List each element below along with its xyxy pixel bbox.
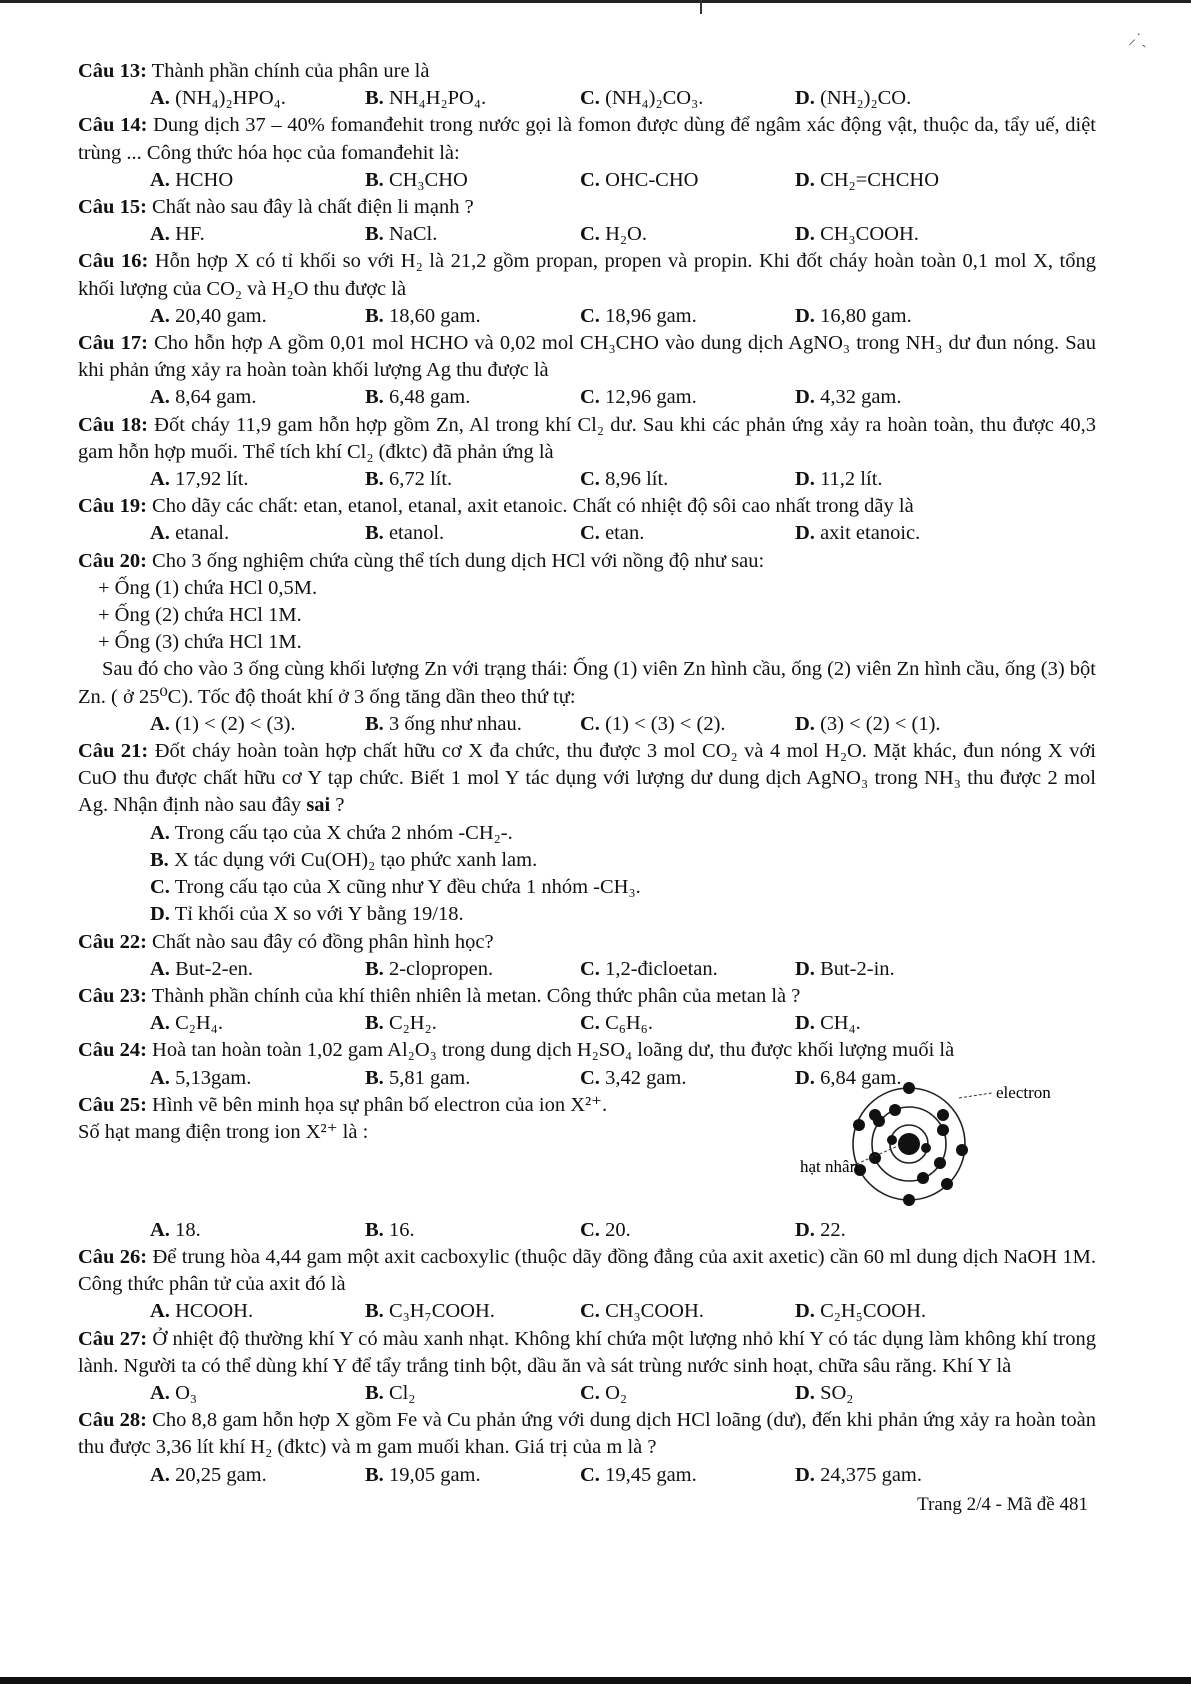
option-c: C. 19,45 gam. [580, 1463, 697, 1486]
option-b: B. 5,81 gam. [365, 1066, 471, 1089]
electron-dot [869, 1109, 881, 1121]
options-19 [78, 520, 1096, 547]
question-15: Câu 15: Chất nào sau đây là chất điện li mạnh ? [78, 196, 474, 219]
question-23: Câu 23: Thành phần chính của khí thiên nhiên là metan. Công thức phân của metan là ? [78, 984, 801, 1007]
question-17: Câu 17: Cho hỗn hợp A gồm 0,01 mol HCHO và 0,02 mol CH₃CHO vào dung dịch AgNO₃ trong NH₃ dư đun nóng. Sau khi phản ứng xảy ra hoàn toàn khối lượng Ag thu được là [78, 332, 1096, 382]
option-a: A. (1) < (2) < (3). [150, 712, 296, 735]
option-a: A. But-2-en. [150, 957, 254, 980]
question-20-paragraph: Sau đó cho vào 3 ống cùng khối lượng Zn với trạng thái: Ống (1) viên Zn hình cầu, ống (2) viên Zn hình cầu, ống (3) bột Zn. ( ở 25⁰C). Tốc độ thoát khí ở 3 ống tăng dần theo thứ tự: [78, 658, 1096, 708]
option-d: D. CH₂=CHCHO [795, 168, 940, 191]
options-22 [78, 956, 1096, 983]
options-14 [78, 167, 1096, 194]
option-b: B. 18,60 gam. [365, 304, 481, 327]
electron-dot [889, 1104, 901, 1116]
electron-dot [921, 1143, 931, 1153]
electron-dot [917, 1172, 929, 1184]
option-c: C. (1) < (3) < (2). [580, 712, 726, 735]
question-25-line2: Số hạt mang điện trong ion X²⁺ là : [78, 1120, 369, 1143]
options-13 [78, 85, 1096, 112]
option-d: D. 11,2 lít. [795, 468, 883, 491]
option-b: B. NaCl. [365, 223, 438, 246]
option-c: C. Trong cấu tạo của X cũng như Y đều chứa 1 nhóm -CH₃. [150, 876, 641, 899]
question-25-block [78, 1082, 1096, 1217]
electron-dot [934, 1157, 946, 1169]
option-b: B. 6,48 gam. [365, 386, 471, 409]
exam-page [78, 58, 1096, 1518]
nucleus-dot [898, 1133, 920, 1155]
options-23 [78, 1010, 1096, 1037]
option-d: D. (3) < (2) < (1). [795, 712, 941, 735]
option-a: A. C₂H₄. [150, 1012, 223, 1035]
page-footer: Trang 2/4 - Mã đề 481 [917, 1493, 1088, 1515]
question-22: Câu 22: Chất nào sau đây có đồng phân hình học? [78, 930, 494, 953]
nucleus-label: hạt nhân [800, 1156, 859, 1176]
tube-1: + Ống (1) chứa HCl 0,5M. [98, 576, 318, 599]
options-15 [78, 221, 1096, 248]
options-27 [78, 1380, 1096, 1407]
option-c: C. H₂O. [580, 223, 647, 246]
option-c: C. 3,42 gam. [580, 1066, 687, 1089]
option-c: C. (NH₄)₂CO₃. [580, 87, 704, 110]
options-21 [78, 820, 1096, 929]
electron-dot [937, 1124, 949, 1136]
electron-dot [903, 1082, 915, 1094]
options-28 [78, 1462, 1096, 1489]
question-28: Câu 28: Cho 8,8 gam hỗn hợp X gồm Fe và Cu phản ứng với dung dịch HCl loãng (dư), đến khi phản ứng xảy ra hoàn toàn thu được 3,36 lít khí H₂ (đktc) và m gam muối khan. Giá trị của m là ? [78, 1409, 1096, 1459]
options-25 [78, 1217, 1096, 1244]
option-c: C. OHC-CHO [580, 168, 699, 191]
option-c: C. etan. [580, 522, 645, 545]
electron-label: electron [996, 1082, 1051, 1102]
electron-pointer [959, 1093, 992, 1098]
option-b: B. 2-clopropen. [365, 957, 494, 980]
option-a: A. Trong cấu tạo của X chứa 2 nhóm -CH₂-. [150, 821, 513, 844]
option-b: B. C₂H₂. [365, 1012, 437, 1035]
question-24: Câu 24: Hoà tan hoàn toàn 1,02 gam Al₂O₃ trong dung dịch H₂SO₄ loãng dư, thu được khối lượng muối là [78, 1039, 955, 1062]
question-13: Câu 13: Thành phần chính của phân ure là [78, 60, 430, 82]
question-25: Câu 25: Hình vẽ bên minh họa sự phân bố electron của ion X²⁺. [78, 1093, 608, 1116]
option-d: D. 22. [795, 1218, 846, 1241]
option-c: C. C₆H₆. [580, 1012, 653, 1035]
option-c: C. CH₃COOH. [580, 1300, 704, 1323]
option-c: C. 20. [580, 1218, 631, 1241]
option-d: D. CH₃COOH. [795, 223, 919, 246]
tube-3: + Ống (3) chứa HCl 1M. [98, 631, 302, 654]
option-d: D. 24,375 gam. [795, 1463, 922, 1486]
question-27: Câu 27: Ở nhiệt độ thường khí Y có màu xanh nhạt. Không khí chứa một lượng nhỏ khí Y có tác dụng làm không khí trong lành. Người ta có thể dùng khí Y để tẩy trắng tinh bột, dầu ăn và sát trùng nước sinh hoạt, chữa sâu răng. Khí Y là [78, 1327, 1096, 1377]
option-b: B. Cl₂ [365, 1381, 416, 1404]
option-b: B. X tác dụng với Cu(OH)₂ tạo phức xanh lam. [150, 848, 538, 871]
electron-dot [941, 1178, 953, 1190]
option-a: A. 18. [150, 1218, 201, 1241]
option-d: D. 4,32 gam. [795, 386, 902, 409]
option-b: B. NH₄H₂PO₄. [365, 87, 487, 110]
question-26: Câu 26: Để trung hòa 4,44 gam một axit cacboxylic (thuộc dãy đồng đẳng của axit axetic) cần 60 ml dung dịch NaOH 1M. Công thức phân tử của axit đó là [78, 1245, 1096, 1296]
options-26 [78, 1298, 1096, 1325]
option-a: A. 17,92 lít. [150, 468, 249, 491]
option-a: A. 20,25 gam. [150, 1463, 267, 1486]
option-c: C. 12,96 gam. [580, 386, 697, 409]
electron-dot [956, 1144, 968, 1156]
option-d: D. (NH₂)₂CO. [795, 87, 912, 110]
option-c: C. 18,96 gam. [580, 304, 697, 327]
option-d: D. 6,84 gam. [795, 1066, 902, 1089]
option-c: C. 1,2-đicloetan. [580, 957, 718, 980]
question-19: Câu 19: Cho dãy các chất: etan, etanol, etanal, axit etanoic. Chất có nhiệt độ sôi cao nhất trong dãy là [78, 495, 914, 518]
option-a: A. HF. [150, 223, 205, 246]
electron-dot [903, 1194, 915, 1206]
option-a: A. (NH₄)₂HPO₄. [150, 87, 286, 110]
top-border [0, 0, 1191, 3]
option-d: D. Tỉ khối của X so với Y bằng 19/18. [150, 903, 464, 926]
option-d: D. C₂H₅COOH. [795, 1300, 927, 1323]
option-d: D. But-2-in. [795, 957, 895, 980]
option-d: D. 16,80 gam. [795, 304, 912, 327]
option-b: B. CH₃CHO [365, 168, 468, 191]
electron-dot [887, 1135, 897, 1145]
question-16: Câu 16: Hỗn hợp X có tỉ khối so với H₂ là 21,2 gồm propan, propen và propin. Khi đốt cháy hoàn toàn 0,1 mol X, tổng khối lượng của CO₂ và H₂O thu được là [78, 250, 1096, 300]
option-b: B. etanol. [365, 522, 445, 545]
electron-dot [853, 1119, 865, 1131]
option-d: D. CH₄. [795, 1012, 861, 1035]
bottom-border [0, 1677, 1191, 1684]
option-a: A. HCOOH. [150, 1300, 254, 1323]
option-b: B. 16. [365, 1218, 415, 1241]
option-b: B. 19,05 gam. [365, 1463, 481, 1486]
corner-mark: ⸝˙ˎ [1128, 31, 1147, 48]
option-b: B. 3 ống như nhau. [365, 712, 522, 735]
option-b: B. 6,72 lít. [365, 468, 453, 491]
question-20: Câu 20: Cho 3 ống nghiệm chứa cùng thể tích dung dịch HCl với nồng độ như sau: [78, 549, 765, 572]
options-17 [78, 384, 1096, 411]
question-18: Câu 18: Đốt cháy 11,9 gam hỗn hợp gồm Zn, Al trong khí Cl₂ dư. Sau khi các phản ứng xảy ra hoàn toàn, thu được 40,3 gam hỗn hợp muối. Thể tích khí Cl₂ (đktc) đã phản ứng là [78, 413, 1096, 463]
option-c: C. 8,96 lít. [580, 468, 669, 491]
option-c: C. O₂ [580, 1381, 628, 1404]
electron-dot [937, 1109, 949, 1121]
option-b: B. C₃H₇COOH. [365, 1300, 495, 1323]
tube-2: + Ống (2) chứa HCl 1M. [98, 604, 302, 627]
option-a: A. O₃ [150, 1381, 198, 1404]
options-16 [78, 303, 1096, 330]
option-d: D. SO₂ [795, 1381, 854, 1404]
top-tick [700, 0, 702, 14]
option-a: A. 8,64 gam. [150, 386, 257, 409]
option-d: D. axit etanoic. [795, 522, 921, 545]
option-a: A. HCHO [150, 168, 234, 191]
question-21: Câu 21: Đốt cháy hoàn toàn hợp chất hữu cơ X đa chức, thu được 3 mol CO₂ và 4 mol H₂O. Mặt khác, đun nóng X với CuO thu được chất hữu cơ Y tạp chức. Biết 1 mol Y tác dụng với lượng dư dung dịch AgNO₃ trong NH₃ thu được 2 mol Ag. Nhận định nào sau đây sai ? [78, 740, 1096, 817]
question-14: Câu 14: Dung dịch 37 – 40% fomanđehit trong nước gọi là fomon được dùng để ngâm xác động vật, thuộc da, tẩy uế, diệt trùng ... Công thức hóa học của fomanđehit là: [78, 114, 1096, 164]
option-a: A. 5,13gam. [150, 1066, 252, 1089]
option-a: A. etanal. [150, 522, 230, 545]
option-a: A. 20,40 gam. [150, 304, 267, 327]
options-18 [78, 466, 1096, 493]
electron-shell-diagram [744, 1080, 1074, 1220]
options-20 [78, 711, 1096, 738]
